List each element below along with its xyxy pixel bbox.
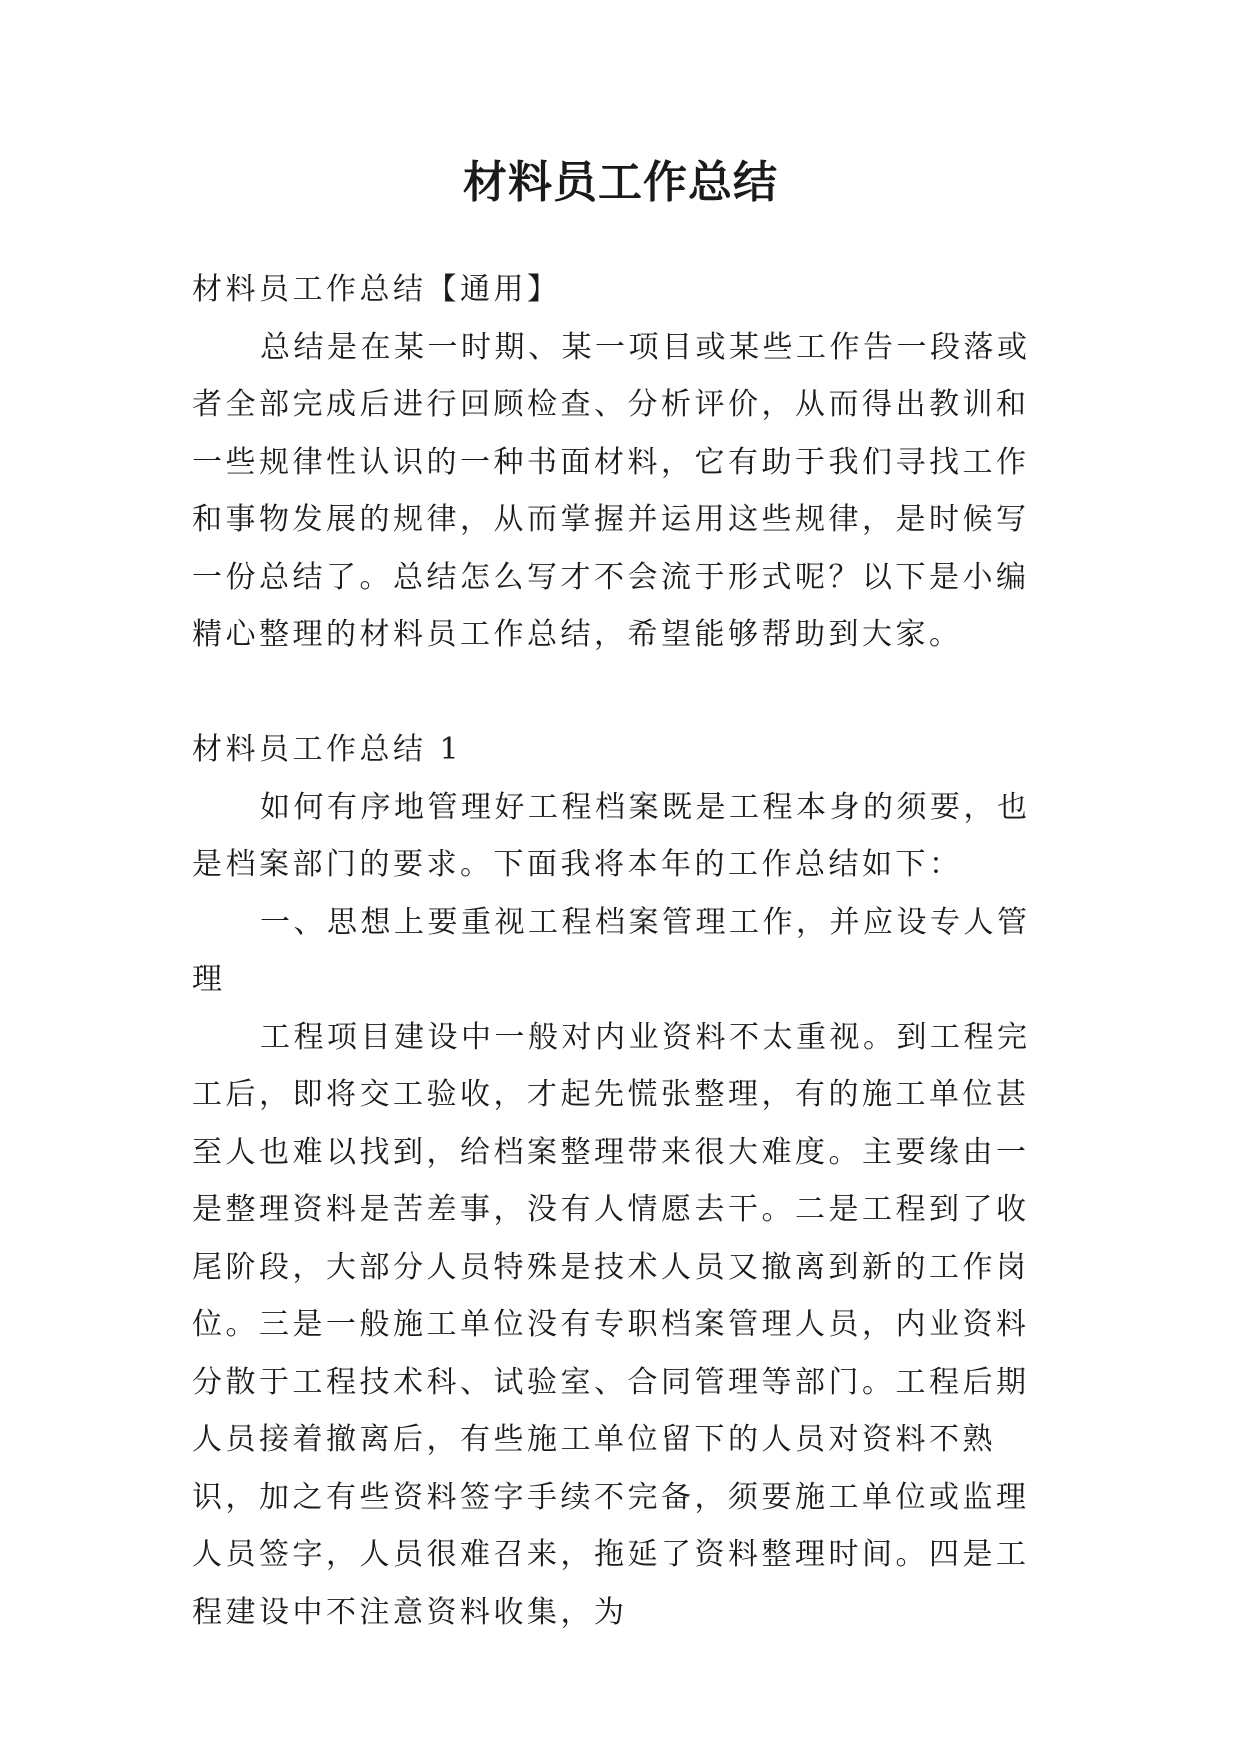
intro-heading: 材料员工作总结【通用】 — [192, 272, 561, 307]
section-1-heading: 材料员工作总结 1 — [192, 732, 463, 767]
document-title: 材料员工作总结 — [463, 157, 778, 208]
intro-paragraph: 总结是在某一时期、某一项目或某些工作告一段落或者全部完成后进行回顾检查、分析评价，从而得出教训和一些规律性认识的一种书面材料，它有助于我们寻找工作和事物发展的规律，从而掌握并运用这些规律，是时候写一份总结了。总结怎么写才不会流于形式呢？以下是小编精心整理的材料员工作总结，希望能够帮助到大家。 — [192, 329, 1031, 652]
section-1-subheading: 一、思想上要重视工程档案管理工作，并应设专人管理 — [192, 904, 1031, 997]
paragraph-spacer — [192, 664, 1054, 722]
section-1-paragraph-2: 工程项目建设中一般对内业资料不太重视。到工程完工后，即将交工验收，才起先慌张整理，有的施工单位甚至人也难以找到，给档案整理带来很大难度。主要缘由一是整理资料是苦差事，没有人情愿去干。二是工程到了收尾阶段，大部分人员特殊是技术人员又撤离到新的工作岗位。三是一般施工单位没有专职档案管理人员，内业资料分散于工程技术科、试验室、合同管理等部门。工程后期人员接着撤离后，有些施工单位留下的人员对资料不熟识，加之有些资料签字手续不完备，须要施工单位或监理人员签字，人员很难召来，拖延了资料整理时间。四是工程建设中不注意资料收集，为 — [192, 1019, 1031, 1630]
section-1-paragraph-1: 如何有序地管理好工程档案既是工程本身的须要，也是档案部门的要求。下面我将本年的工作总结如下： — [192, 789, 1031, 882]
document-body — [192, 261, 1054, 1641]
